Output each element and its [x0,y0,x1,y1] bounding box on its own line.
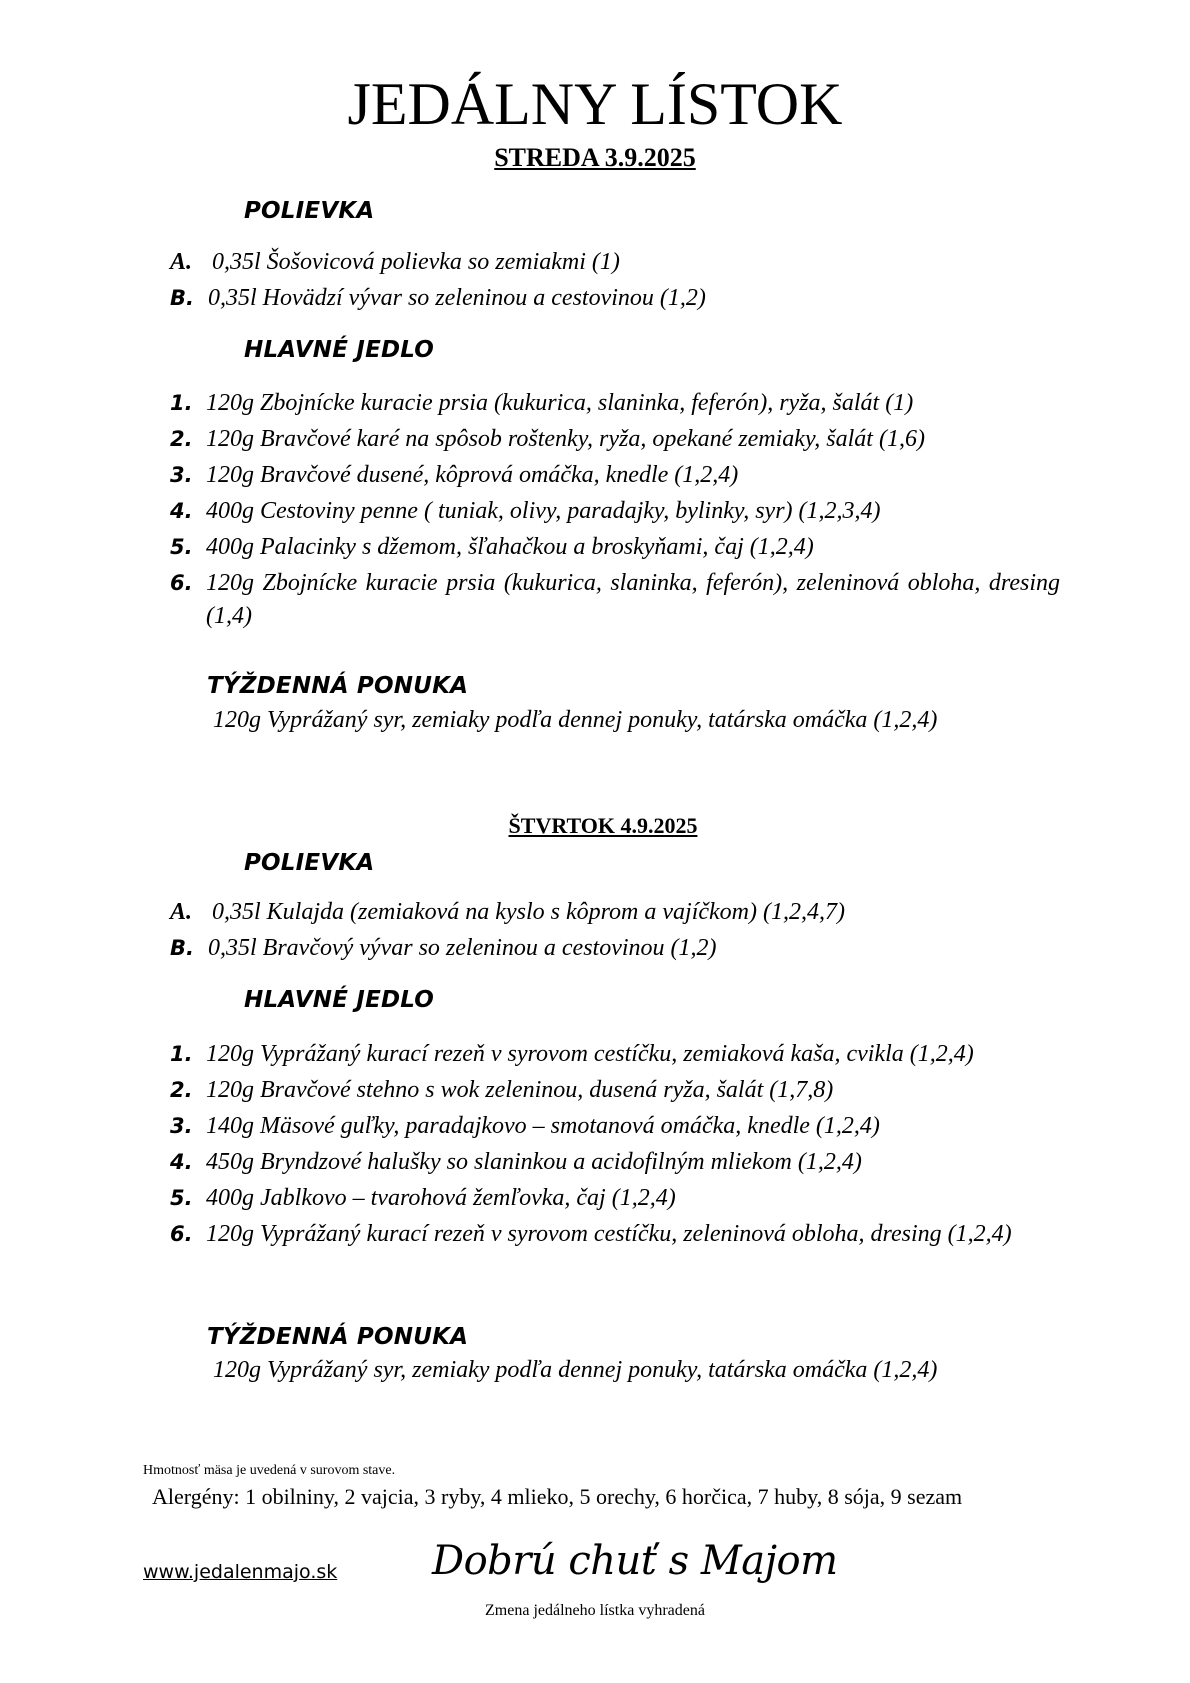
main-course-heading: HLAVNÉ JEDLO [244,987,435,1013]
item-number: 2. [170,1078,193,1102]
item-number: 3. [170,1114,193,1138]
day-heading-wednesday: STREDA 3.9.2025 [494,143,696,172]
main-course-text: 400g Palacinky s džemom, šľahačkou a broskyňami, čaj (1,2,4) [206,534,814,560]
disclaimer-text: Zmena jedálneho lístka vyhradená [485,1602,705,1619]
item-number: 1. [170,391,193,415]
item-number: 5. [170,1186,193,1210]
main-course-text: 120g Bravčové karé na spôsob roštenky, ryža, opekané zemiaky, šalát (1,6) [206,426,925,452]
soup-marker: A. [170,899,193,925]
main-course-text: 120g Zbojnícke kuracie prsia (kukurica, slaninka, feferón), ryža, šalát (1) [206,390,914,416]
soup-heading: POLIEVKA [244,850,375,876]
item-number: 5. [170,535,193,559]
weekly-offer-heading: TÝŽDENNÁ PONUKA [207,1324,469,1350]
day-heading-thursday: ŠTVRTOK 4.9.2025 [508,813,698,838]
soup-text: 0,35l Hovädzí vývar so zeleninou a cestovinou (1,2) [208,285,706,311]
main-course-text: 400g Cestoviny penne ( tuniak, olivy, paradajky, bylinky, syr) (1,2,3,4) [206,498,881,524]
soup-text: 0,35l Kulajda (zemiaková na kyslo s kôprom a vajíčkom) (1,2,4,7) [212,899,845,925]
soup-marker: B. [170,936,194,960]
weekly-offer-heading: TÝŽDENNÁ PONUKA [207,673,469,699]
soup-text: 0,35l Šošovicová polievka so zemiakmi (1) [212,249,620,275]
main-course-text: 120g Bravčové stehno s wok zeleninou, dusená ryža, šalát (1,7,8) [206,1077,834,1103]
main-course-text: 120g Vyprážaný kurací rezeň v syrovom cestíčku, zeleninová obloha, dresing (1,2,4) [206,1221,1012,1247]
main-course-text: 120g Zbojnícke kuracie prsia (kukurica, slaninka, feferón), zeleninová obloha, dresing (1,4) [206,570,1060,629]
main-course-heading: HLAVNÉ JEDLO [244,337,435,363]
item-number: 4. [170,1150,193,1174]
main-course-text: 140g Mäsové guľky, paradajkovo – smotanová omáčka, knedle (1,2,4) [206,1113,880,1139]
page-title: JEDÁLNY LÍSTOK [347,71,843,137]
main-course-text: 120g Vyprážaný kurací rezeň v syrovom cestíčku, zemiaková kaša, cvikla (1,2,4) [206,1041,974,1067]
website-link[interactable]: www.jedalenmajo.sk [143,1561,338,1583]
item-number: 6. [170,1222,193,1246]
item-number: 1. [170,1042,193,1066]
item-number: 6. [170,571,193,595]
allergen-list: Alergény: 1 obilniny, 2 vajcia, 3 ryby, 4 mlieko, 5 orechy, 6 horčica, 7 huby, 8 sója, 9 sezam [152,1484,963,1509]
weight-note: Hmotnosť mäsa je uvedená v surovom stave. [143,1463,396,1478]
main-course-text: 120g Bravčové dusené, kôprová omáčka, knedle (1,2,4) [206,462,739,488]
item-number: 4. [170,499,193,523]
soup-heading: POLIEVKA [244,198,375,224]
item-number: 2. [170,427,193,451]
weekly-offer-text: 120g Vyprážaný syr, zemiaky podľa dennej ponuky, tatárska omáčka (1,2,4) [213,1357,938,1383]
soup-marker: B. [170,286,194,310]
item-number: 3. [170,463,193,487]
signature-text: Dobrú chuť s Majom [432,1538,838,1584]
soup-marker: A. [170,249,193,275]
soup-text: 0,35l Bravčový vývar so zeleninou a cestovinou (1,2) [208,935,717,961]
main-course-text: 450g Bryndzové halušky so slaninkou a acidofilným mliekom (1,2,4) [206,1149,862,1175]
weekly-offer-text: 120g Vyprážaný syr, zemiaky podľa dennej ponuky, tatárska omáčka (1,2,4) [213,707,938,733]
main-course-text: 400g Jablkovo – tvarohová žemľovka, čaj (1,2,4) [206,1185,676,1211]
